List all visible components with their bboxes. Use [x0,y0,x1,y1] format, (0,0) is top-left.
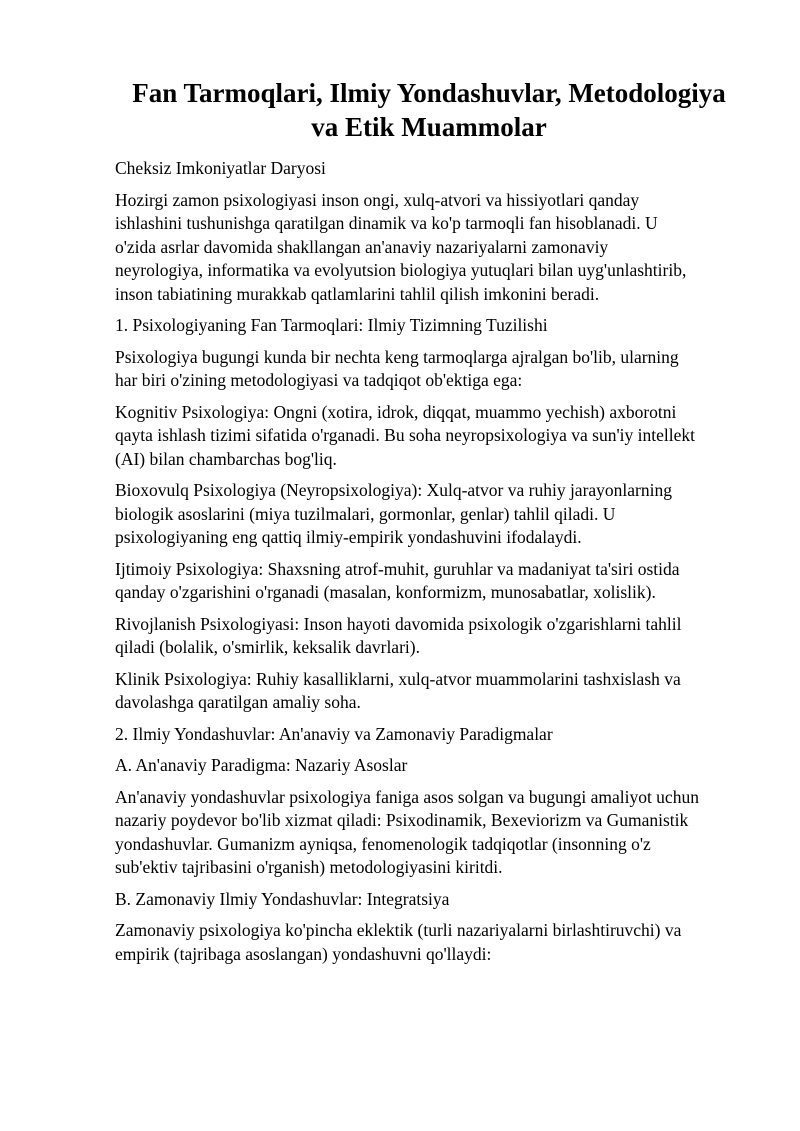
document-body [115,157,743,966]
text-line: Bioxovulq Psixologiya (Neyropsixologiya): Xulq-atvor va ruhiy jarayonlarning [115,480,672,500]
text-line: An'anaviy yondashuvlar psixologiya faniga asos solgan va bugungi amaliyot uchun [115,786,699,807]
text-line: yondashuvlar. Gumanizm ayniqsa, fenomenologik tadqiqotlar (insonning o'z [115,833,651,854]
branch-developmental [115,613,743,660]
document-title [115,76,743,144]
text-line: ishlashini tushunishga qaratilgan dinamik va ko'p tarmoqli fan hisoblanadi. U [115,213,658,233]
section-1-intro [115,346,743,393]
branch-cognitive [115,401,743,472]
text-line: 2. Ilmiy Yondashuvlar: An'anaviy va Zamonaviy Paradigmalar [115,723,553,744]
text-line: qanday o'zgarishini o'rganadi (masalan, konformizm, munosabatlar, xolislik). [115,582,656,602]
text-line: sub'ektiv tajribasini o'rganish) metodologiyasini kiritdi. [115,857,503,877]
text-line: psixologiyaning eng qattiq ilmiy-empirik yondashuvini ifodalaydi. [115,527,582,547]
title-line: va Etik Muammolar [311,112,547,142]
text-line: inson tabiatining murakkab qatlamlarini tahlil qilish imkonini beradi. [115,283,600,304]
text-line: nazariy poydevor bo'lib xizmat qiladi: Psixodinamik, Bexeviorizm va Gumanistik [115,810,689,830]
section-2-heading [115,723,743,747]
subsection-a-paragraph [115,786,743,880]
text-line: (AI) bilan chambarchas bog'liq. [115,448,337,469]
text-line: o'zida asrlar davomida shakllangan an'anaviy nazariyalarni zamonaviy [115,236,609,257]
text-line: Rivojlanish Psixologiyasi: Inson hayoti davomida psixologik o'zgarishlarni tahlil [115,613,682,634]
text-line: Zamonaviy psixologiya ko'pincha eklektik (turli nazariyalarni birlashtiruvchi) va [115,920,682,940]
subsection-a-heading [115,754,743,778]
branch-biological [115,479,743,550]
text-line: Hozirgi zamon psixologiyasi inson ongi, xulq-atvori va hissiyotlari qanday [115,189,640,210]
text-line: B. Zamonaviy Ilmiy Yondashuvlar: Integratsiya [115,888,450,909]
subtitle [115,157,743,181]
text-line: empirik (tajribaga asoslangan) yondashuvni qo'llaydi: [115,943,492,964]
text-line: Kognitiv Psixologiya: Ongni (xotira, idrok, diqqat, muammo yechish) axborotni [115,401,677,422]
intro-paragraph [115,189,743,307]
text-line: 1. Psixologiyaning Fan Tarmoqlari: Ilmiy Tizimning Tuzilishi [115,315,548,335]
text-line: A. An'anaviy Paradigma: Nazariy Asoslar [115,755,408,775]
text-line: neyrologiya, informatika va evolyutsion biologiya yutuqlari bilan uyg'unlashtirib, [115,260,687,280]
section-1-heading [115,314,743,338]
branch-social [115,558,743,605]
text-line: qayta ishlash tizimi sifatida o'rganadi. Bu soha neyropsixologiya va sun'iy intellekt [115,425,695,445]
text-line: har biri o'zining metodologiyasi va tadqiqot ob'ektiga ega: [115,370,523,390]
text-line: Klinik Psixologiya: Ruhiy kasalliklarni, xulq-atvor muammolarini tashxislash va [115,668,681,689]
text-line: Ijtimoiy Psixologiya: Shaxsning atrof-muhit, guruhlar va madaniyat ta'siri ostida [115,558,680,579]
title-line: Fan Tarmoqlari, Ilmiy Yondashuvlar, Metodologiya [132,78,726,108]
subsection-b-heading [115,888,743,912]
text-line: biologik asoslarini (miya tuzilmalari, gormonlar, genlar) tahlil qiladi. U [115,503,616,524]
text-line: Psixologiya bugungi kunda bir nechta keng tarmoqlarga ajralgan bo'lib, ularning [115,346,679,367]
subsection-b-paragraph [115,919,743,966]
text-line: Cheksiz Imkoniyatlar Daryosi [115,158,326,178]
branch-clinical [115,668,743,715]
text-line: davolashga qaratilgan amaliy soha. [115,692,361,712]
text-line: qiladi (bolalik, o'smirlik, keksalik davrlari). [115,637,420,657]
